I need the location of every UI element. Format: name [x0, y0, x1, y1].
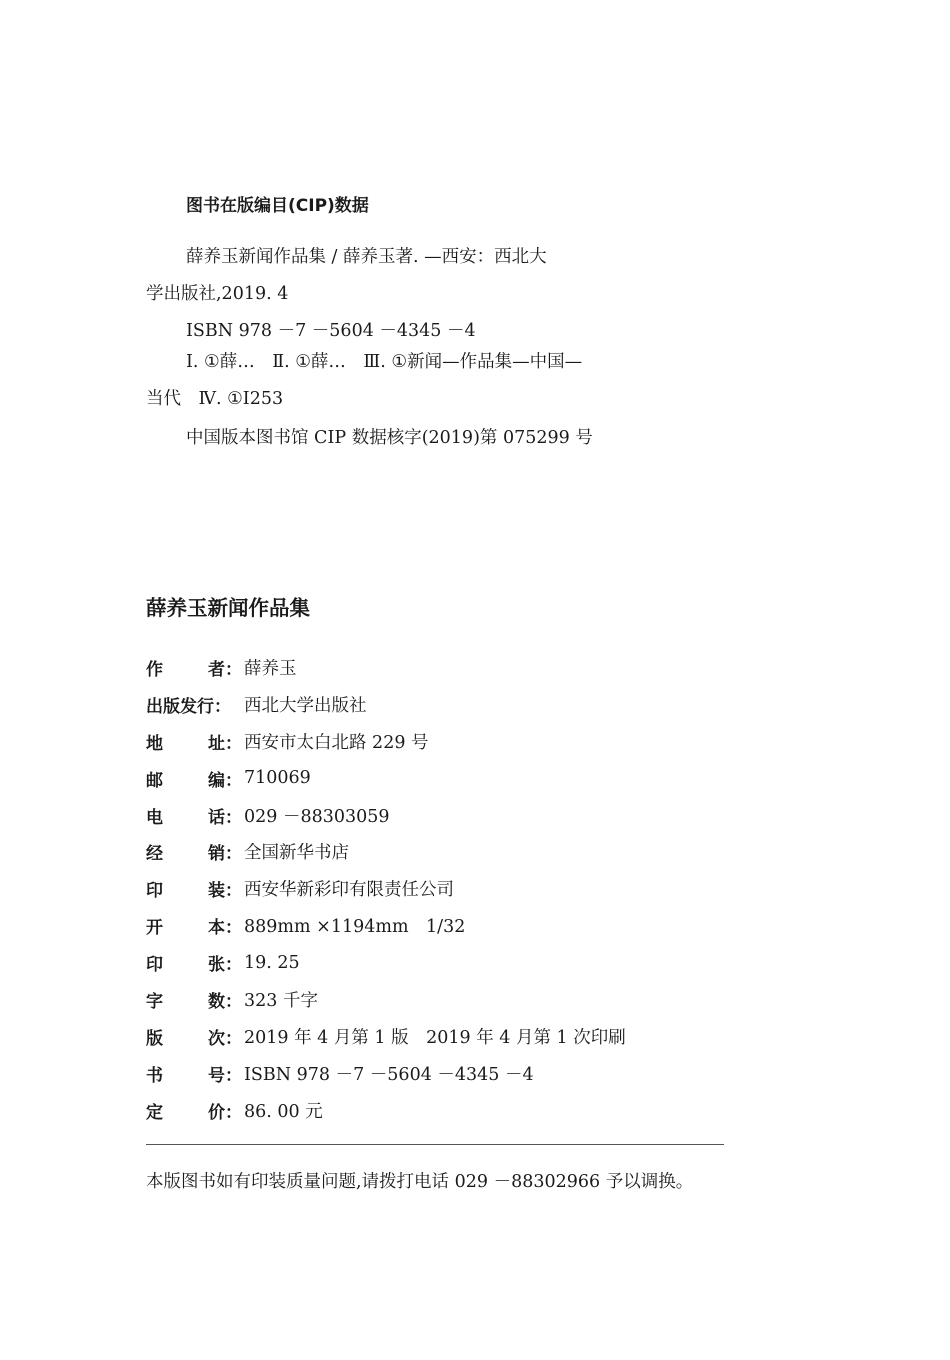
imprint-value: 86. 00 元	[244, 1101, 323, 1122]
imprint-label-part: 者：	[208, 659, 242, 680]
cip-description-line: 学出版社,2019. 4	[146, 284, 289, 304]
imprint-value: 323 千字	[244, 990, 318, 1011]
imprint-row	[146, 907, 724, 944]
imprint-row	[146, 981, 724, 1018]
imprint-label-part: 版	[146, 1028, 163, 1049]
imprint-row	[146, 760, 724, 797]
imprint-label	[146, 766, 242, 791]
cip-description	[146, 239, 626, 350]
cip-description-line: 薛养玉新闻作品集 / 薛养玉著. —西安：西北大	[186, 247, 547, 267]
imprint-label-part: 址：	[208, 733, 242, 754]
cip-classification-line: Ⅰ. ①薛… Ⅱ. ①薛… Ⅲ. ①新闻—作品集—中国—	[186, 352, 583, 372]
book-title: 薛养玉新闻作品集	[146, 596, 310, 620]
imprint-label	[146, 692, 242, 717]
cip-record-line: 中国版本图书馆 CIP 数据核字(2019)第 075299 号	[186, 428, 593, 448]
imprint-value: 全国新华书店	[244, 843, 349, 864]
imprint-label-part: 邮	[146, 770, 163, 791]
imprint-row	[146, 797, 724, 834]
imprint-label-part: 印	[146, 881, 163, 902]
imprint-label-part: 价：	[208, 1102, 242, 1123]
imprint-value: 西北大学出版社	[244, 695, 367, 716]
imprint-row	[146, 723, 724, 760]
imprint-label-part: 定	[146, 1102, 163, 1123]
imprint-row	[146, 1092, 724, 1129]
cip-isbn-line: ISBN 978 －7 －5604 －4345 －4	[186, 321, 476, 341]
cip-record	[146, 420, 626, 457]
imprint-label	[146, 803, 242, 828]
imprint-value: 西安华新彩印有限责任公司	[244, 880, 454, 901]
quality-notice: 本版图书如有印装质量问题,请拨打电话 029 －88302966 予以调换。	[146, 1172, 694, 1192]
imprint-label-part: 作	[146, 659, 163, 680]
imprint-row	[146, 870, 724, 907]
imprint-label-part: 本：	[208, 918, 242, 939]
imprint-label-part: 印	[146, 955, 163, 976]
imprint-label	[146, 655, 242, 680]
imprint-row	[146, 1018, 724, 1055]
imprint-label-part: 数：	[208, 991, 242, 1012]
imprint-label	[146, 1098, 242, 1123]
imprint-value: ISBN 978 －7 －5604 －4345 －4	[244, 1064, 534, 1085]
imprint-label	[146, 913, 242, 938]
imprint-label-part: 话：	[208, 807, 242, 828]
cip-classification-line: 当代 Ⅳ. ①I253	[146, 389, 284, 409]
imprint-value: 19. 25	[244, 952, 300, 973]
imprint-label-part: 字	[146, 991, 163, 1012]
imprint-label	[146, 1024, 242, 1049]
imprint-label	[146, 950, 242, 975]
imprint-value: 029 －88303059	[244, 806, 390, 827]
imprint-value: 710069	[244, 768, 311, 789]
imprint-label-part: 书	[146, 1065, 163, 1086]
imprint-label-part: 张：	[208, 955, 242, 976]
imprint-label-part: 地	[146, 733, 163, 754]
imprint-label	[146, 987, 242, 1012]
imprint-label-part: 经	[146, 844, 163, 865]
cip-classification	[146, 344, 626, 418]
imprint-label-part: 开	[146, 918, 163, 939]
imprint-row	[146, 1055, 724, 1092]
imprint-row	[146, 944, 724, 981]
imprint-value: 西安市太白北路 229 号	[244, 732, 429, 753]
imprint-value: 889mm ×1194mm 1/32	[244, 917, 466, 938]
imprint-row	[146, 833, 724, 870]
imprint-label-part: 出版发行：	[146, 696, 231, 717]
imprint-label-part: 装：	[208, 881, 242, 902]
imprint-divider	[146, 1144, 724, 1145]
imprint-label-part: 销：	[208, 844, 242, 865]
imprint-row	[146, 649, 724, 686]
imprint-label	[146, 1061, 242, 1086]
imprint-label	[146, 876, 242, 901]
imprint-value: 薛养玉	[244, 658, 297, 679]
imprint-row	[146, 686, 724, 723]
imprint-value: 2019 年 4 月第 1 版 2019 年 4 月第 1 次印刷	[244, 1027, 626, 1048]
imprint-label-part: 号：	[208, 1065, 242, 1086]
imprint-label	[146, 839, 242, 864]
imprint-label-part: 次：	[208, 1028, 242, 1049]
cip-heading: 图书在版编目(CIP)数据	[186, 196, 369, 216]
imprint-label	[146, 729, 242, 754]
imprint-label-part: 编：	[208, 770, 242, 791]
imprint-table	[146, 649, 724, 1129]
imprint-label-part: 电	[146, 807, 163, 828]
